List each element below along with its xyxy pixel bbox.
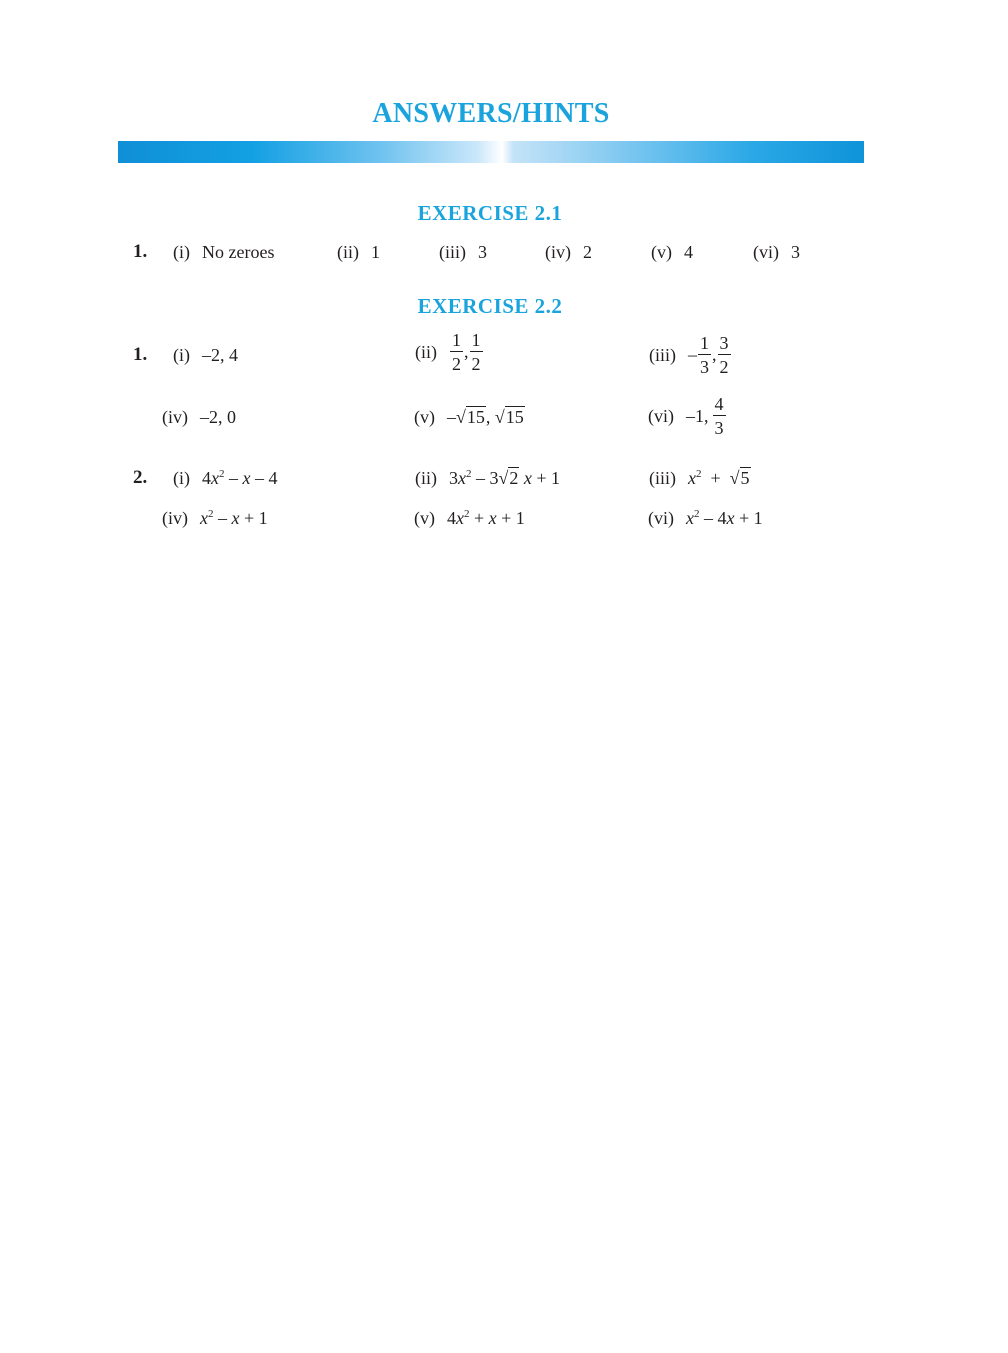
minus-sign: – [447,407,456,427]
exponent: 2 [466,468,472,480]
radicand: 15 [466,407,485,427]
denominator: 2 [471,354,481,374]
coefficient: 4 [202,468,211,488]
answer-value: –2, 4 [202,345,238,365]
variable: x [523,468,532,488]
exponent: 2 [219,468,225,480]
separator: , [485,407,491,427]
numerator: 4 [714,394,724,414]
answer-label: (vi) [753,242,779,262]
answer-value: 3 [791,242,800,262]
question-number: 1. [133,241,148,262]
answer-value: 2 [583,242,592,262]
question-number: 1. [133,344,148,365]
answer-label: (iv) [162,508,188,528]
exponent: 2 [464,508,470,520]
answer-item [545,242,592,263]
answer-label: (v) [651,242,672,262]
answer-item [162,508,268,529]
answer-label: (ii) [415,341,437,362]
square-root: √15 [456,407,485,427]
answer-label: (v) [414,407,435,427]
numerator: 1 [452,330,461,350]
minus-sign: – [688,344,697,365]
answer-label: (iii) [649,468,676,488]
exponent: 2 [208,508,214,520]
answer-label: (iv) [162,407,188,427]
answer-item [415,331,484,373]
answer-label: (iii) [439,242,466,262]
answer-item [173,345,238,366]
radicand: 5 [740,468,750,488]
term: – 4 [699,508,727,528]
fraction [470,331,483,373]
square-root: √2 [498,468,519,488]
denominator: 3 [714,418,724,438]
term: + 1 [531,468,561,488]
answer-label: (vi) [648,508,674,528]
page-title: ANSWERS/HINTS [372,98,610,129]
answer-value: –2, 0 [200,407,236,427]
variable: x [726,508,735,528]
answer-item [414,508,525,529]
answer-value: No zeroes [202,242,275,262]
term: – [213,508,232,528]
fraction [698,334,711,376]
variable: x [686,508,694,528]
title-gradient-bar [118,141,864,163]
variable: x [458,468,466,488]
question-number: 2. [133,467,148,488]
answer-item [649,468,751,489]
answer-item [648,395,727,437]
numerator: 1 [471,330,481,350]
answer-value: 4 [684,242,693,262]
fraction [718,334,731,376]
answer-item [414,407,525,428]
answer-item [649,334,732,376]
term: + 1 [734,508,763,528]
term: – 3 [471,468,499,488]
exponent: 2 [694,508,700,520]
coefficient: 3 [449,468,458,488]
separator: , [464,341,469,362]
coefficient: 4 [447,508,456,528]
radicand: 2 [509,468,519,488]
fraction [450,331,463,373]
answer-label: (ii) [415,468,437,488]
answer-item [648,508,763,529]
answer-item [173,242,274,263]
answer-label: (ii) [337,242,359,262]
term: – [224,468,243,488]
fraction [713,395,726,437]
answer-item [753,242,800,263]
numerator: 3 [719,333,729,353]
answer-label: (iv) [545,242,571,262]
answer-label: (vi) [648,405,674,426]
answer-item [162,407,236,428]
answer-label: (i) [173,345,190,365]
answer-prefix: –1, [686,405,709,426]
answer-item [651,242,693,263]
answer-label: (v) [414,508,435,528]
answer-value: 1 [371,242,380,262]
answer-label: (i) [173,242,190,262]
answer-label: (i) [173,468,190,488]
variable: x [688,468,696,488]
answer-item [173,468,278,489]
numerator: 1 [700,333,709,353]
denominator: 2 [719,357,729,377]
term: + 1 [239,508,268,528]
radicand: 15 [505,407,524,427]
term: + 1 [496,508,525,528]
denominator: 3 [700,357,709,377]
variable: x [242,468,251,488]
variable: x [231,508,240,528]
denominator: 2 [452,354,461,374]
variable: x [488,508,497,528]
exercise-2-1-heading: EXERCISE 2.1 [417,201,563,225]
answer-label: (iii) [649,344,676,365]
separator: , [712,344,717,365]
variable: x [200,508,208,528]
variable: x [456,508,464,528]
exponent: 2 [696,468,702,480]
exercise-2-2-heading: EXERCISE 2.2 [417,294,563,318]
term: + [701,468,730,488]
answer-item [415,468,560,489]
term: – 4 [250,468,278,488]
term: + [469,508,489,528]
variable: x [211,468,219,488]
answer-item [337,242,380,263]
square-root: √5 [729,468,750,488]
answer-value: 3 [478,242,487,262]
answer-item [439,242,487,263]
square-root: √15 [494,407,524,427]
